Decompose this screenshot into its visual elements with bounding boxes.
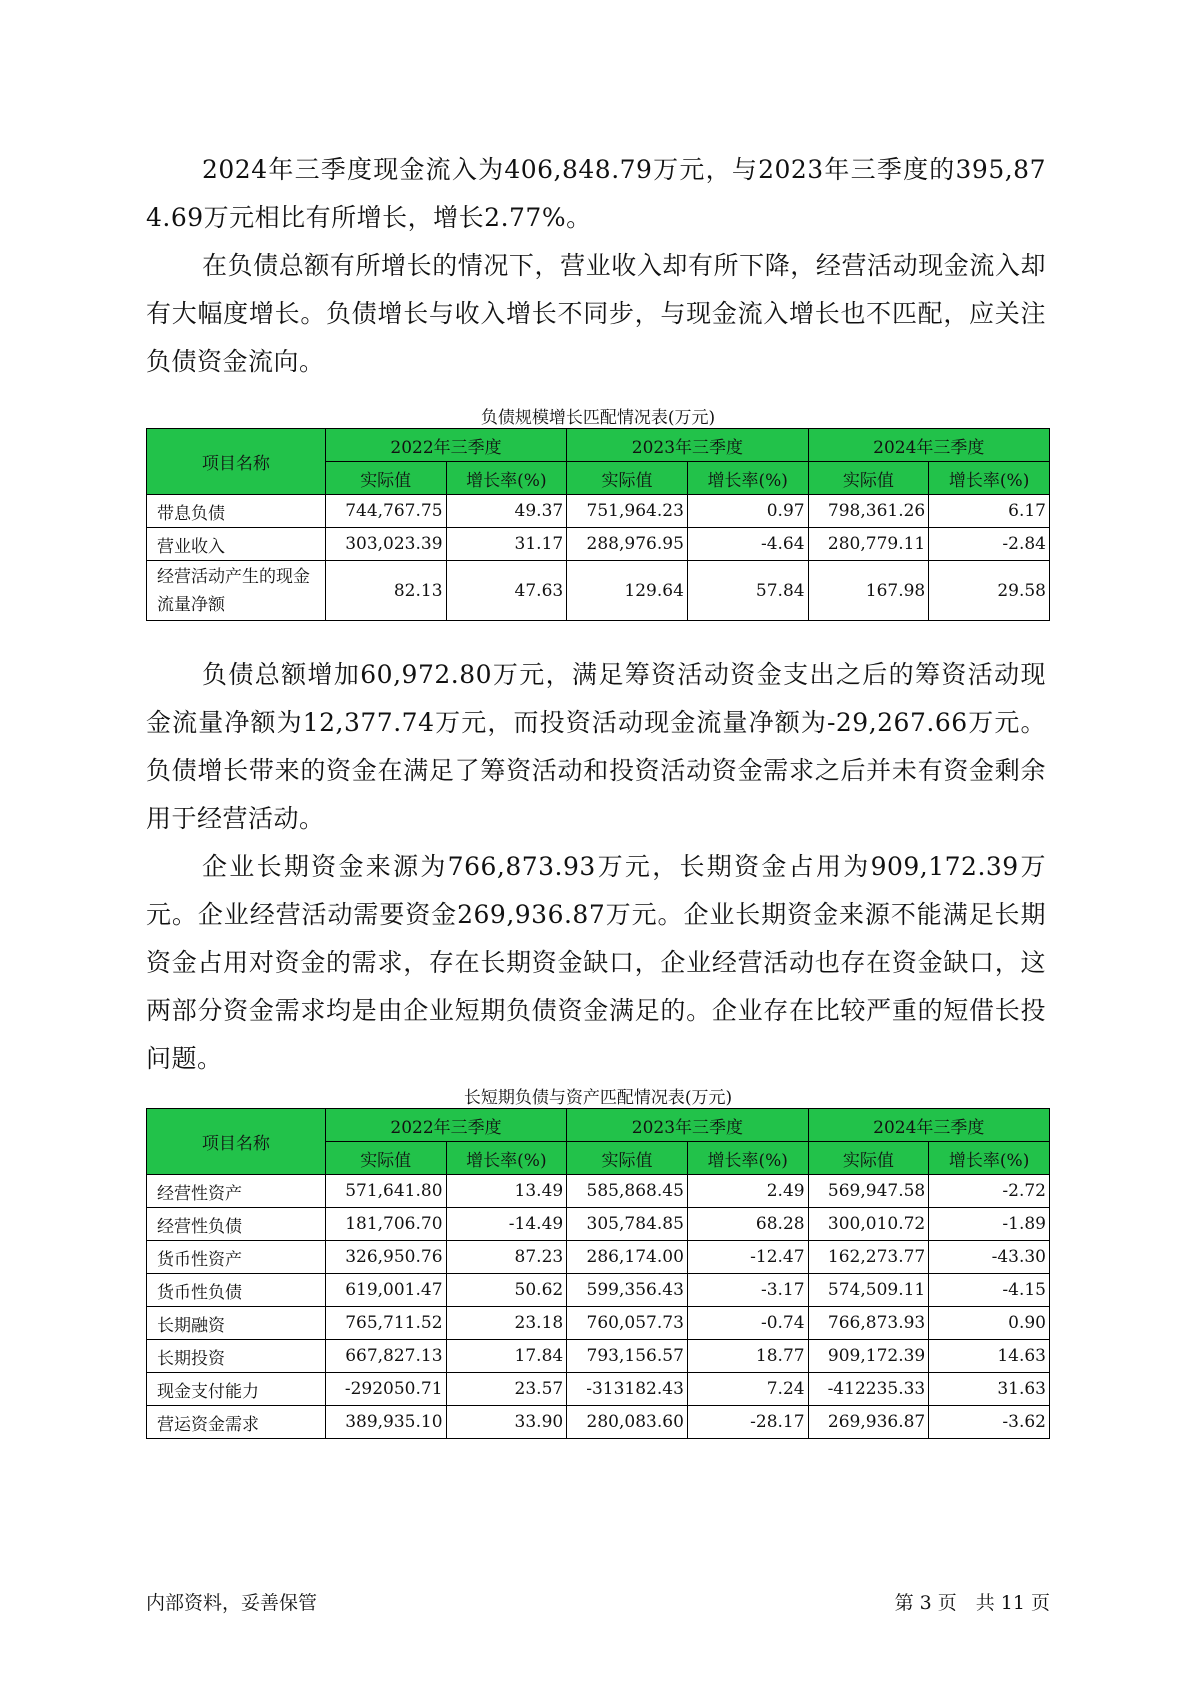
cell-actual-value: 765,711.52 bbox=[325, 1307, 446, 1340]
cell-actual-value: 569,947.58 bbox=[808, 1175, 929, 1208]
cell-actual-value: 760,057.73 bbox=[567, 1307, 688, 1340]
header-period: 2023年三季度 bbox=[567, 1109, 808, 1142]
cell-actual-value: 766,873.93 bbox=[808, 1307, 929, 1340]
cell-actual-value: 751,964.23 bbox=[567, 495, 688, 528]
cell-actual-value: -412235.33 bbox=[808, 1373, 929, 1406]
cell-growth-rate: -28.17 bbox=[687, 1406, 808, 1439]
table-row bbox=[147, 1208, 1050, 1241]
header-period: 2022年三季度 bbox=[325, 1109, 566, 1142]
cell-actual-value: 82.13 bbox=[325, 561, 446, 621]
table-row bbox=[147, 528, 1050, 561]
cell-actual-value: 909,172.39 bbox=[808, 1340, 929, 1373]
table-row bbox=[147, 561, 1050, 621]
cell-growth-rate: 2.49 bbox=[687, 1175, 808, 1208]
cell-growth-rate: 50.62 bbox=[446, 1274, 567, 1307]
row-label: 经营活动产生的现金流量净额 bbox=[147, 561, 326, 621]
footer-page-number: 第 3 页 共 11 页 bbox=[894, 1592, 1050, 1614]
paragraph-debt-funds: 负债总额增加60,972.80万元，满足筹资活动资金支出之后的筹资活动现金流量净额为12,377.74万元，而投资活动现金流量净额为-29,267.66万元。负债增长带来的资金在满足了筹资活动和投资活动资金需求之后并未有资金剩余用于经营活动。 bbox=[146, 660, 1046, 833]
cell-growth-rate: 0.97 bbox=[687, 495, 808, 528]
header-actual: 实际值 bbox=[325, 1142, 446, 1175]
row-label: 带息负债 bbox=[147, 495, 326, 528]
cell-growth-rate: -43.30 bbox=[929, 1241, 1050, 1274]
cell-actual-value: 305,784.85 bbox=[567, 1208, 688, 1241]
cell-growth-rate: 68.28 bbox=[687, 1208, 808, 1241]
cell-growth-rate: 7.24 bbox=[687, 1373, 808, 1406]
row-label: 经营性资产 bbox=[147, 1175, 326, 1208]
cell-actual-value: 389,935.10 bbox=[325, 1406, 446, 1439]
cell-actual-value: 288,976.95 bbox=[567, 528, 688, 561]
cell-growth-rate: 29.58 bbox=[929, 561, 1050, 621]
cell-growth-rate: 33.90 bbox=[446, 1406, 567, 1439]
header-actual: 实际值 bbox=[567, 1142, 688, 1175]
cell-actual-value: 286,174.00 bbox=[567, 1241, 688, 1274]
cell-actual-value: 269,936.87 bbox=[808, 1406, 929, 1439]
cell-growth-rate: 0.90 bbox=[929, 1307, 1050, 1340]
cell-actual-value: 129.64 bbox=[567, 561, 688, 621]
cell-growth-rate: 31.17 bbox=[446, 528, 567, 561]
header-growth: 增长率(%) bbox=[446, 462, 567, 495]
cell-growth-rate: 14.63 bbox=[929, 1340, 1050, 1373]
header-actual: 实际值 bbox=[325, 462, 446, 495]
cell-actual-value: -292050.71 bbox=[325, 1373, 446, 1406]
row-label: 长期融资 bbox=[147, 1307, 326, 1340]
header-item-name: 项目名称 bbox=[147, 1109, 326, 1175]
cell-actual-value: 585,868.45 bbox=[567, 1175, 688, 1208]
cell-growth-rate: 87.23 bbox=[446, 1241, 567, 1274]
cell-actual-value: 280,779.11 bbox=[808, 528, 929, 561]
cell-growth-rate: 57.84 bbox=[687, 561, 808, 621]
row-label: 现金支付能力 bbox=[147, 1373, 326, 1406]
cell-actual-value: 167.98 bbox=[808, 561, 929, 621]
cell-actual-value: 667,827.13 bbox=[325, 1340, 446, 1373]
footer-confidential: 内部资料，妥善保管 bbox=[146, 1592, 318, 1614]
header-actual: 实际值 bbox=[567, 462, 688, 495]
table-row bbox=[147, 1307, 1050, 1340]
table-row bbox=[147, 1406, 1050, 1439]
cell-actual-value: 162,273.77 bbox=[808, 1241, 929, 1274]
cell-growth-rate: -14.49 bbox=[446, 1208, 567, 1241]
row-label: 营运资金需求 bbox=[147, 1406, 326, 1439]
row-label: 长期投资 bbox=[147, 1340, 326, 1373]
header-item-name: 项目名称 bbox=[147, 429, 326, 495]
cell-growth-rate: -12.47 bbox=[687, 1241, 808, 1274]
cell-growth-rate: 31.63 bbox=[929, 1373, 1050, 1406]
cell-growth-rate: -2.84 bbox=[929, 528, 1050, 561]
table-row bbox=[147, 1340, 1050, 1373]
header-growth: 增长率(%) bbox=[929, 1142, 1050, 1175]
cell-actual-value: 744,767.75 bbox=[325, 495, 446, 528]
cell-growth-rate: 17.84 bbox=[446, 1340, 567, 1373]
cell-growth-rate: 47.63 bbox=[446, 561, 567, 621]
cell-growth-rate: -4.15 bbox=[929, 1274, 1050, 1307]
table-row bbox=[147, 1241, 1050, 1274]
cell-growth-rate: -0.74 bbox=[687, 1307, 808, 1340]
cell-actual-value: 300,010.72 bbox=[808, 1208, 929, 1241]
cell-actual-value: 798,361.26 bbox=[808, 495, 929, 528]
header-period: 2022年三季度 bbox=[325, 429, 566, 462]
table-row bbox=[147, 1175, 1050, 1208]
cell-growth-rate: -4.64 bbox=[687, 528, 808, 561]
cell-actual-value: 793,156.57 bbox=[567, 1340, 688, 1373]
debt-growth-table bbox=[146, 428, 1050, 621]
cell-growth-rate: 13.49 bbox=[446, 1175, 567, 1208]
paragraph-cash-inflow: 2024年三季度现金流入为406,848.79万元，与2023年三季度的395,874.69万元相比有所增长，增长2.77%。 bbox=[146, 155, 1046, 232]
header-growth: 增长率(%) bbox=[446, 1142, 567, 1175]
row-label: 货币性资产 bbox=[147, 1241, 326, 1274]
cell-growth-rate: -3.17 bbox=[687, 1274, 808, 1307]
cell-actual-value: 574,509.11 bbox=[808, 1274, 929, 1307]
header-actual: 实际值 bbox=[808, 462, 929, 495]
header-actual: 实际值 bbox=[808, 1142, 929, 1175]
paragraph-long-term-funds: 企业长期资金来源为766,873.93万元，长期资金占用为909,172.39万元。企业经营活动需要资金269,936.87万元。企业长期资金来源不能满足长期资金占用对资金的需求，存在长期资金缺口，企业经营活动也存在资金缺口，这两部分资金需求均是由企业短期负债资金满足的。企业存在比较严重的短借长投问题。 bbox=[146, 852, 1046, 1073]
paragraph-debt-growth: 在负债总额有所增长的情况下，营业收入却有所下降，经营活动现金流入却有大幅度增长。负债增长与收入增长不同步，与现金流入增长也不匹配，应关注负债资金流向。 bbox=[146, 251, 1046, 376]
table-row bbox=[147, 1274, 1050, 1307]
cell-actual-value: 181,706.70 bbox=[325, 1208, 446, 1241]
cell-actual-value: 599,356.43 bbox=[567, 1274, 688, 1307]
cell-growth-rate: 6.17 bbox=[929, 495, 1050, 528]
header-period: 2024年三季度 bbox=[808, 1109, 1049, 1142]
cell-growth-rate: 18.77 bbox=[687, 1340, 808, 1373]
cell-growth-rate: -1.89 bbox=[929, 1208, 1050, 1241]
table-row bbox=[147, 1373, 1050, 1406]
header-period: 2024年三季度 bbox=[808, 429, 1049, 462]
row-label: 货币性负债 bbox=[147, 1274, 326, 1307]
header-growth: 增长率(%) bbox=[929, 462, 1050, 495]
table1-caption: 负债规模增长匹配情况表(万元) bbox=[480, 408, 716, 428]
cell-growth-rate: 23.57 bbox=[446, 1373, 567, 1406]
row-label: 营业收入 bbox=[147, 528, 326, 561]
header-growth: 增长率(%) bbox=[687, 1142, 808, 1175]
header-period: 2023年三季度 bbox=[567, 429, 808, 462]
liability-asset-table bbox=[146, 1108, 1050, 1439]
table-row bbox=[147, 495, 1050, 528]
cell-growth-rate: -3.62 bbox=[929, 1406, 1050, 1439]
cell-actual-value: 619,001.47 bbox=[325, 1274, 446, 1307]
cell-actual-value: -313182.43 bbox=[567, 1373, 688, 1406]
cell-growth-rate: 23.18 bbox=[446, 1307, 567, 1340]
cell-actual-value: 326,950.76 bbox=[325, 1241, 446, 1274]
cell-growth-rate: -2.72 bbox=[929, 1175, 1050, 1208]
cell-growth-rate: 49.37 bbox=[446, 495, 567, 528]
header-growth: 增长率(%) bbox=[687, 462, 808, 495]
cell-actual-value: 571,641.80 bbox=[325, 1175, 446, 1208]
cell-actual-value: 280,083.60 bbox=[567, 1406, 688, 1439]
cell-actual-value: 303,023.39 bbox=[325, 528, 446, 561]
row-label: 经营性负债 bbox=[147, 1208, 326, 1241]
table2-caption: 长短期负债与资产匹配情况表(万元) bbox=[463, 1088, 733, 1108]
